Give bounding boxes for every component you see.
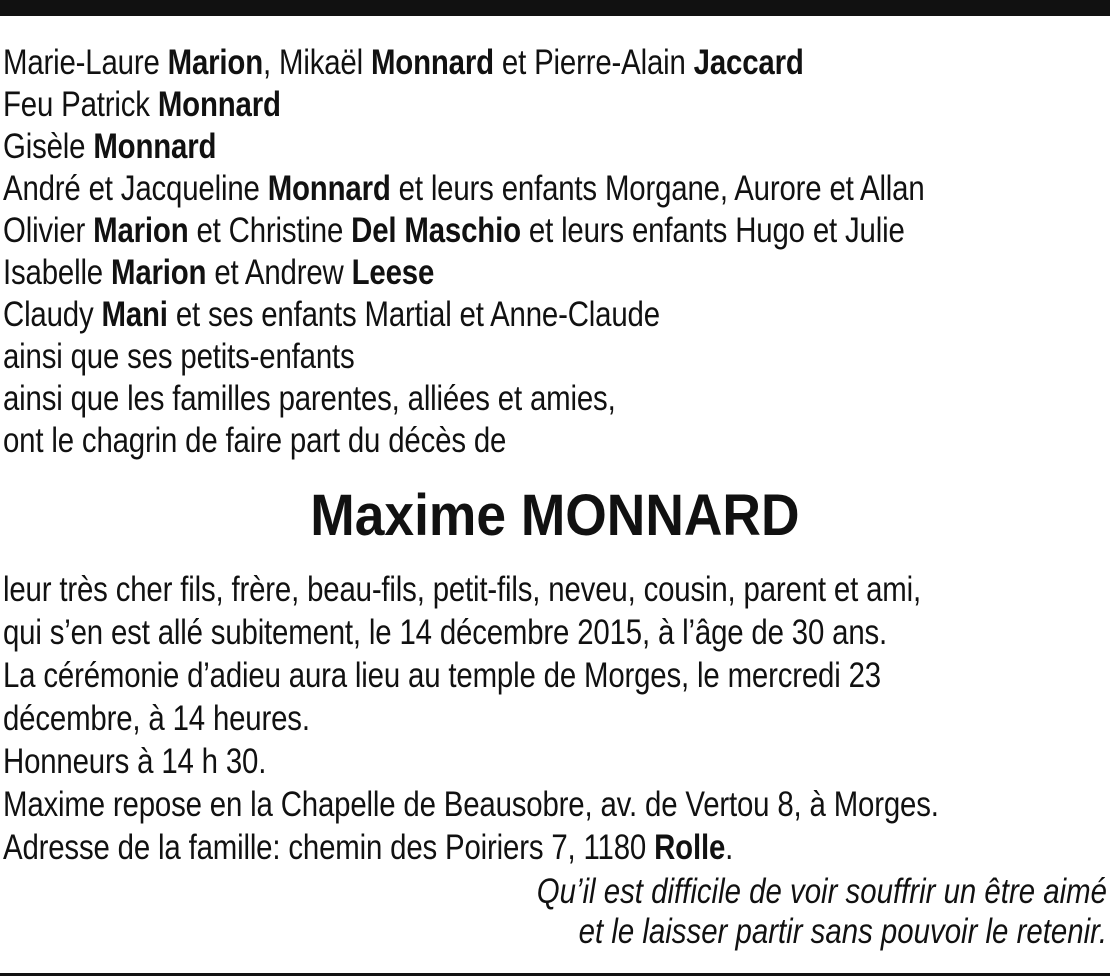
surname: Monnard: [157, 85, 281, 124]
text-fragment: Feu Patrick: [3, 85, 158, 124]
details-line: [3, 611, 930, 654]
surname: Marion: [167, 43, 264, 82]
text-fragment: La cérémonie d’adieu aura lieu au temple de Morges, le mercredi 23: [3, 656, 881, 695]
family-line: [3, 42, 930, 84]
details-line: [3, 697, 930, 740]
family-line: [3, 378, 930, 420]
text-fragment: leur très cher fils, frère, beau-fils, petit-fils, neveu, cousin, parent et ami,: [3, 570, 921, 609]
family-line: [3, 294, 930, 336]
text-fragment: André et Jacqueline: [3, 169, 268, 208]
family-line: [3, 252, 930, 294]
family-line: [3, 420, 930, 462]
deceased-name-text: Maxime MONNARD: [310, 483, 800, 548]
text-fragment: ainsi que ses petits-enfants: [3, 337, 355, 376]
text-fragment: Honneurs à 14 h 30.: [3, 742, 267, 781]
text-fragment: Adresse de la famille: chemin des Poiriers 7, 1180: [3, 828, 655, 867]
text-fragment: et Pierre-Alain: [493, 43, 694, 82]
surname: Marion: [93, 211, 189, 250]
surname: Leese: [351, 253, 435, 292]
surname: Rolle: [654, 828, 726, 867]
text-fragment: .: [725, 828, 734, 867]
text-fragment: Claudy: [3, 295, 102, 334]
text-fragment: Maxime repose en la Chapelle de Beausobre, av. de Vertou 8, à Morges.: [3, 785, 939, 824]
text-fragment: et ses enfants Martial et Anne-Claude: [167, 295, 660, 334]
details-line: [3, 568, 930, 611]
family-line: [3, 210, 930, 252]
surname: Monnard: [93, 127, 217, 166]
surname: Del Maschio: [351, 211, 521, 250]
text-fragment: ainsi que les familles parentes, alliées et amies,: [3, 379, 616, 418]
surname: Mani: [101, 295, 168, 334]
surname: Monnard: [267, 169, 391, 208]
details-line: [3, 826, 930, 869]
text-fragment: et leurs enfants Hugo et Julie: [520, 211, 905, 250]
quote-line: Qu’il est difficile de voir souffrir un être aimé: [536, 872, 1107, 911]
family-list: [3, 42, 1107, 462]
text-fragment: ont le chagrin de faire part du décès de: [3, 421, 507, 460]
closing-quote: [3, 872, 1107, 952]
family-line: [3, 336, 930, 378]
details-line: [3, 740, 930, 783]
text-fragment: décembre, à 14 heures.: [3, 699, 310, 738]
surname: Monnard: [370, 43, 494, 82]
surname: Marion: [110, 253, 207, 292]
ceremony-details: [3, 568, 1107, 869]
details-line: [3, 783, 939, 826]
bottom-rule: [0, 973, 1110, 976]
details-line: [3, 654, 930, 697]
text-fragment: et Andrew: [206, 253, 352, 292]
text-fragment: Gisèle: [3, 127, 94, 166]
family-line: [3, 126, 930, 168]
quote-line: et le laisser partir sans pouvoir le retenir.: [578, 912, 1107, 951]
deceased-name: [0, 478, 1110, 554]
text-fragment: et leurs enfants Morgane, Aurore et Allan: [390, 169, 925, 208]
text-fragment: Marie-Laure: [3, 43, 168, 82]
surname: Jaccard: [693, 43, 804, 82]
text-fragment: et Christine: [188, 211, 352, 250]
text-fragment: Olivier: [3, 211, 94, 250]
text-fragment: Isabelle: [3, 253, 111, 292]
text-fragment: , Mikaël: [263, 43, 371, 82]
top-rule: [0, 0, 1110, 16]
family-line: [3, 84, 930, 126]
text-fragment: qui s’en est allé subitement, le 14 décembre 2015, à l’âge de 30 ans.: [3, 613, 888, 652]
family-line: [3, 168, 930, 210]
